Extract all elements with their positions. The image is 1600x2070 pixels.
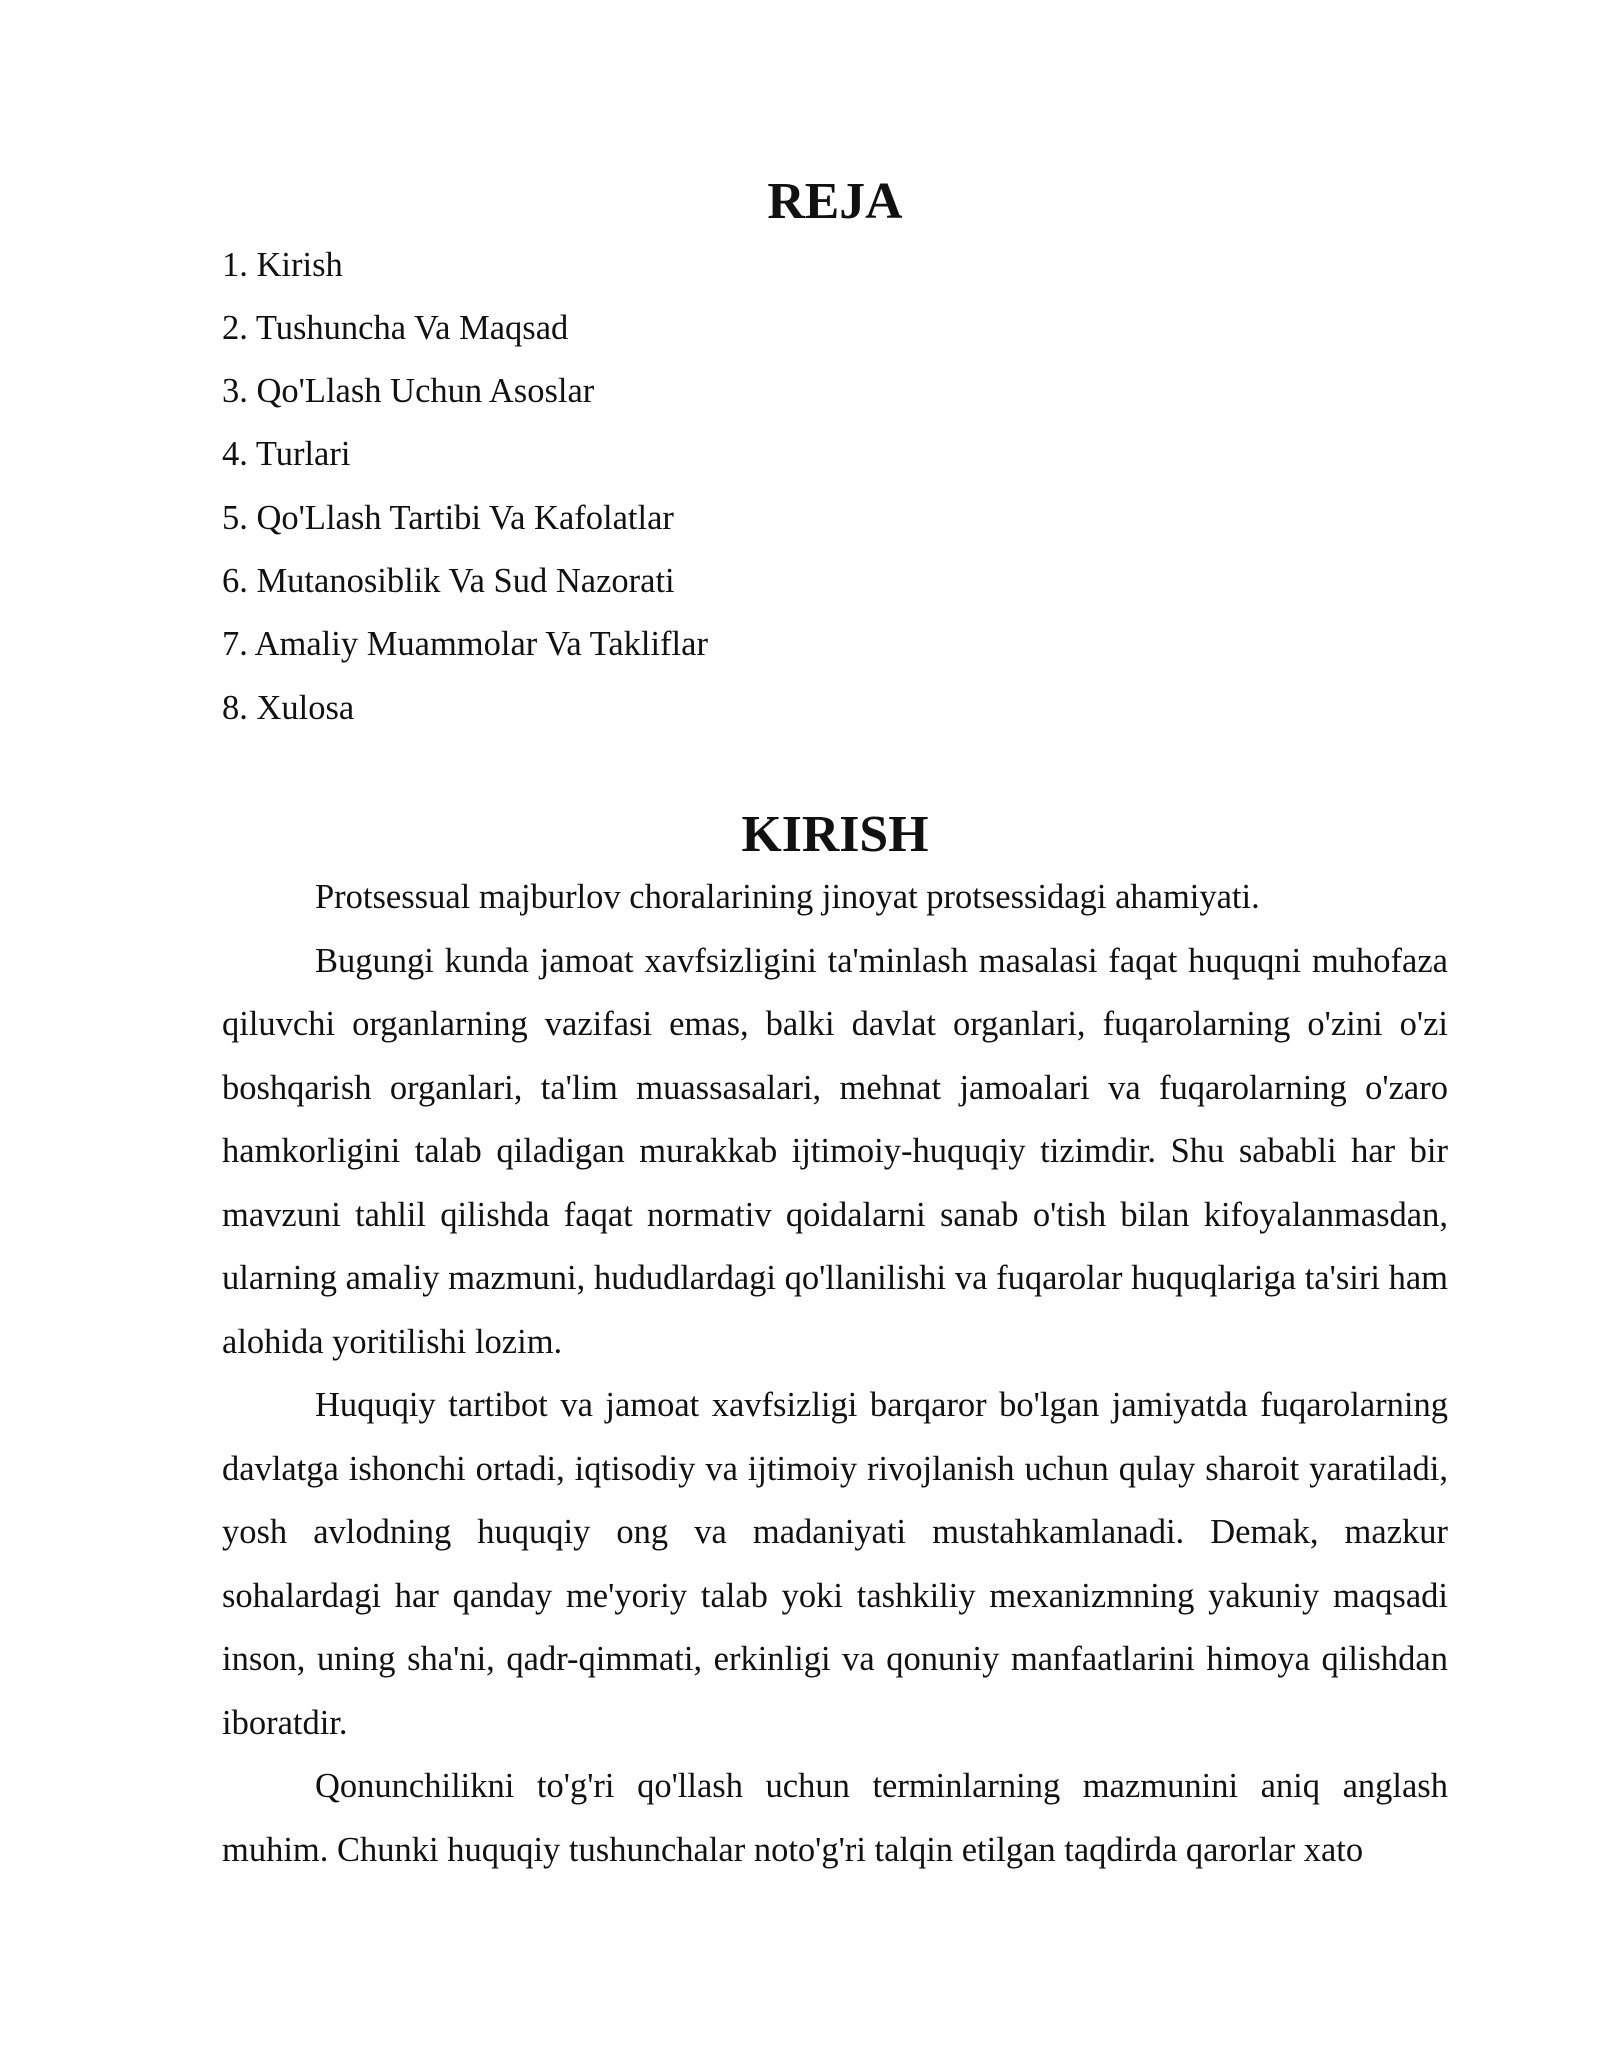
plan-item: 2. Tushuncha Va Maqsad bbox=[222, 308, 569, 347]
document-page bbox=[222, 170, 1448, 1882]
plan-item: 3. Qo'Llash Uchun Asoslar bbox=[222, 372, 595, 411]
intro-paragraph: Bugungi kunda jamoat xavfsizligini ta'minlash masalasi faqat huquqni muhofaza qiluvchi organlarning vazifasi emas, balki davlat organlari, fuqarolarning o'zini o'zi boshqarish organlari, ta'lim muassasalari, mehnat jamoalari va fuqarolarning o'zaro hamkorligini talab qiladigan murakkab ijtimoiy-huquqiy tizimdir. Shu sababli har bir mavzuni tahlil qilishda faqat normativ qoidalarni sanab o'tish bilan kifoyalanmasdan, ularning amaliy mazmuni, hududlardagi qo'llanilishi va fuqarolar huquqlariga ta'siri ham alohida yoritilishi lozim. bbox=[222, 941, 1448, 1361]
plan-item: 4. Turlari bbox=[222, 435, 351, 474]
plan-item: 7. Amaliy Muammolar Va Takliflar bbox=[222, 625, 708, 664]
plan-heading: REJA bbox=[767, 173, 903, 230]
plan-item: 6. Mutanosiblik Va Sud Nazorati bbox=[222, 561, 675, 600]
section-spacer bbox=[222, 740, 1448, 803]
intro-paragraph: Huquqiy tartibot va jamoat xavfsizligi barqaror bo'lgan jamiyatda fuqarolarning davlatga ishonchi ortadi, iqtisodiy va ijtimoiy rivojlanish uchun qulay sharoit yaratiladi, yosh avlodning huquqiy ong va madaniyati mustahkamlanadi. Demak, mazkur sohalardagi har qanday me'yoriy talab yoki tashkiliy mexanizmning yakuniy maqsadi inson, uning sha'ni, qadr-qimmati, erkinligi va qonuniy manfaatlarini himoya qilishdan iboratdir. bbox=[222, 1386, 1448, 1742]
intro-heading: KIRISH bbox=[741, 805, 929, 863]
plan-item: 1. Kirish bbox=[222, 245, 343, 284]
intro-paragraph: Qonunchilikni to'g'ri qo'llash uchun terminlarning mazmunini aniq anglash muhim. Chunki huquqiy tushunchalar noto'g'ri talqin etilgan taqdirda qarorlar xato bbox=[222, 1767, 1448, 1869]
plan-list bbox=[222, 234, 1448, 740]
plan-item: 5. Qo'Llash Tartibi Va Kafolatlar bbox=[222, 498, 674, 537]
plan-item: 8. Xulosa bbox=[222, 688, 355, 727]
intro-paragraph: Protsessual majburlov choralarining jinoyat protsessidagi ahamiyati. bbox=[315, 878, 1260, 917]
